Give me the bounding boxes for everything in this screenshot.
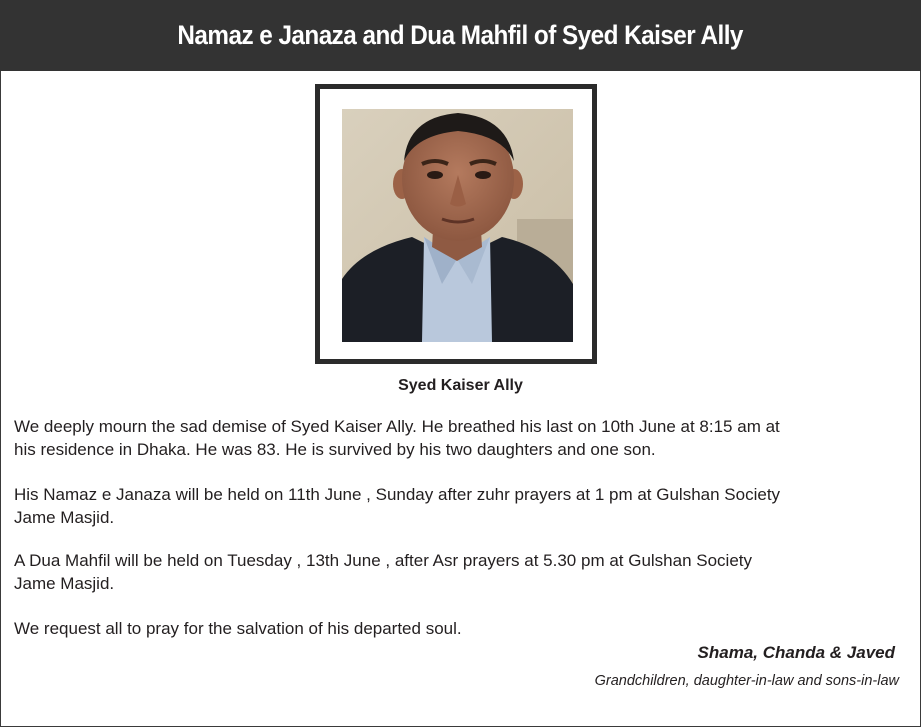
- janaza-paragraph: [14, 483, 910, 529]
- portrait-image: [342, 109, 573, 342]
- dua-line-1: A Dua Mahfil will be held on Tuesday , 13th June , after Asr prayers at 5.30 pm at Gulshan Society: [14, 551, 753, 570]
- dua-line-2: Jame Masjid.: [14, 574, 115, 593]
- signature-names: Shama, Chanda & Javed: [697, 643, 895, 662]
- janaza-line-2: Jame Masjid.: [14, 508, 115, 527]
- janaza-line-1: His Namaz e Janaza will be held on 11th June , Sunday after zuhr prayers at 1 pm at Gulshan Society: [14, 485, 781, 504]
- request-paragraph: We request all to pray for the salvation of his departed soul.: [14, 619, 462, 638]
- signature-relation: Grandchildren, daughter-in-law and sons-in-law: [594, 673, 899, 689]
- announcement-line-1: We deeply mourn the sad demise of Syed Kaiser Ally. He breathed his last on 10th June at 8:15 am at: [14, 417, 780, 436]
- notice-header: [0, 0, 921, 71]
- notice-title: Namaz e Janaza and Dua Mahfil of Syed Kaiser Ally: [177, 20, 744, 50]
- announcement-line-2: his residence in Dhaka. He was 83. He is survived by his two daughters and one son.: [14, 440, 656, 459]
- portrait-frame: [315, 84, 597, 364]
- announcement-paragraph: [14, 415, 910, 461]
- dua-paragraph: [14, 549, 910, 595]
- photo-caption: Syed Kaiser Ally: [398, 377, 523, 394]
- portrait-photo: [342, 109, 573, 342]
